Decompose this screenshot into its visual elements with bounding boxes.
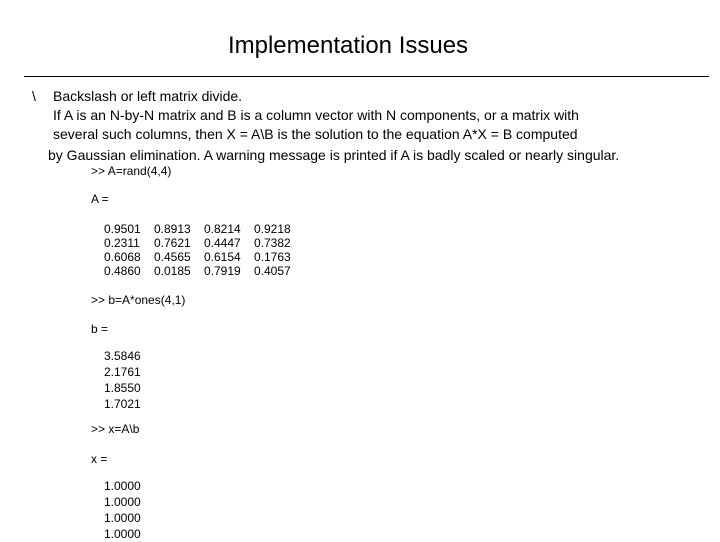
matrix-cell: 0.9501: [104, 222, 141, 236]
vector-cell: 1.0000: [104, 511, 141, 525]
page-title: Implementation Issues: [227, 32, 469, 59]
vector-cell: 1.8550: [104, 381, 141, 395]
matrix-cell: 0.0185: [154, 264, 191, 278]
command-backslash: >> x=A\b: [91, 422, 140, 436]
matrix-cell: 0.7919: [204, 264, 241, 278]
description-line: by Gaussian elimination. A warning message is printed if A is badly scaled or nearly singular.: [48, 147, 620, 163]
matrix-cell: 0.4447: [204, 236, 241, 250]
vector-cell: 1.0000: [104, 527, 141, 541]
command-rand: >> A=rand(4,4): [91, 164, 172, 178]
description-block: [48, 87, 653, 165]
matrix-cell: 0.4057: [254, 264, 291, 278]
matrix-cell: 0.4565: [154, 250, 191, 264]
matrix-cell: 0.9218: [254, 222, 291, 236]
matrix-cell: 0.7621: [154, 236, 191, 250]
vector-cell: 1.7021: [104, 397, 141, 411]
command-ones: >> b=A*ones(4,1): [91, 293, 186, 307]
matrix-cell: 0.8913: [154, 222, 191, 236]
matrix-a: [104, 222, 304, 278]
description-line: If A is an N-by-N matrix and B is a column vector with N components, or a matrix with: [53, 107, 579, 123]
matrix-cell: 0.6068: [104, 250, 141, 264]
vector-cell: 1.0000: [104, 479, 141, 493]
description-line: several such columns, then X = A\B is the solution to the equation A*X = B computed: [53, 126, 578, 142]
variable-b-label: b =: [91, 322, 109, 336]
matrix-cell: 0.8214: [204, 222, 241, 236]
vector-x: [104, 478, 141, 542]
vector-cell: 2.1761: [104, 365, 141, 379]
matrix-cell: 0.7382: [254, 236, 291, 250]
vector-cell: 1.0000: [104, 495, 141, 509]
matrix-cell: 0.6154: [204, 250, 241, 264]
matrix-cell: 0.2311: [104, 236, 140, 250]
matrix-cell: 0.4860: [104, 264, 141, 278]
description-line: Backslash or left matrix divide.: [53, 88, 243, 104]
title-divider: [24, 76, 709, 77]
bullet-backslash: \: [32, 88, 36, 104]
vector-b: [104, 348, 141, 412]
matrix-cell: 0.1763: [254, 250, 291, 264]
vector-cell: 3.5846: [104, 349, 141, 363]
variable-a-label: A =: [91, 192, 109, 206]
variable-x-label: x =: [91, 452, 108, 466]
